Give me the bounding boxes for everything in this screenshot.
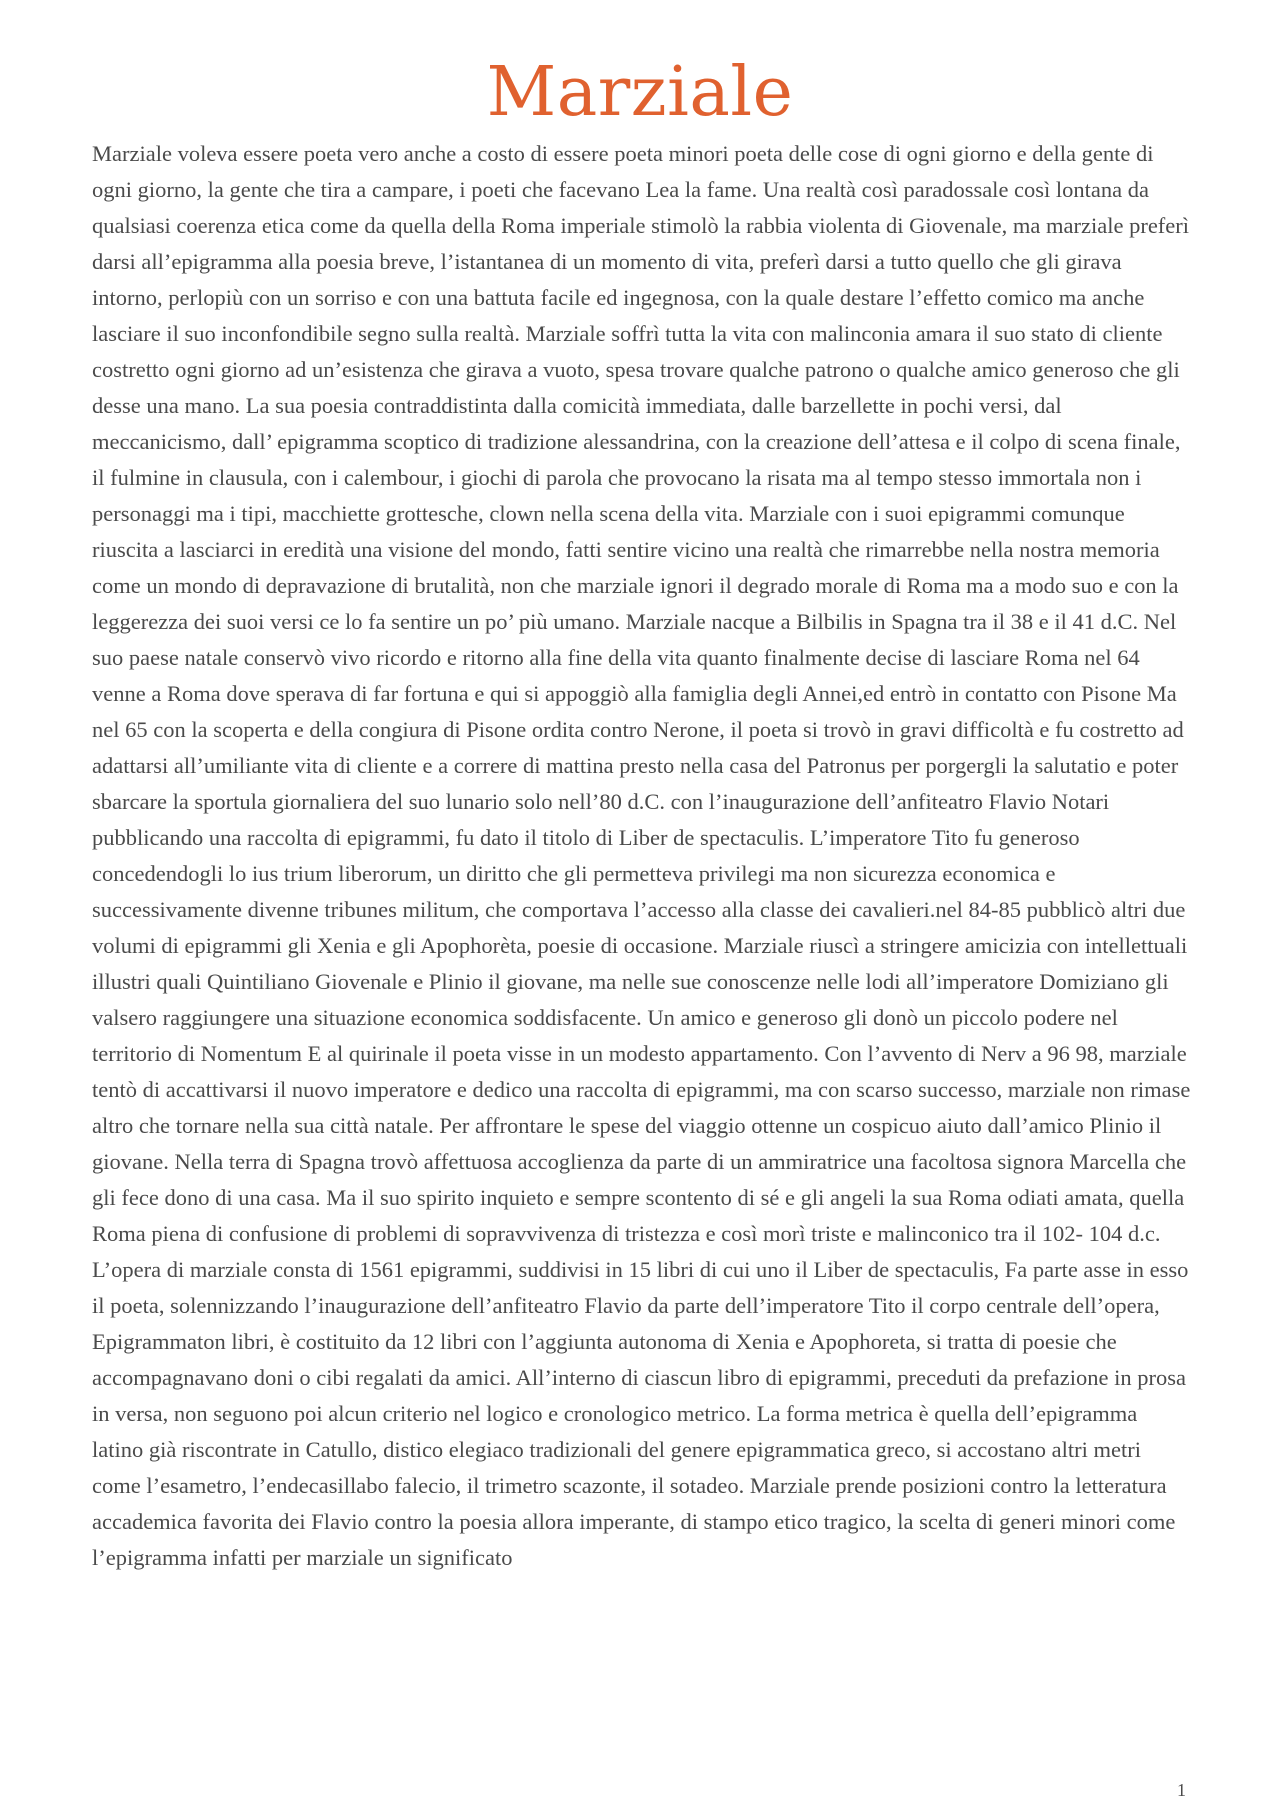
page-title: Marziale xyxy=(486,53,794,132)
page-number: 1 xyxy=(1177,1780,1186,1800)
body-paragraph: Marziale voleva essere poeta vero anche a costo di essere poeta minori poeta delle cose di ogni giorno e della gente di ogni giorno, la gente che tira a campare, i poeti che facevano Lea la fame. Una realtà così paradossale così lontana da qualsiasi coerenza etica come da quella della Roma imperiale stimolò la rabbia violenta di Giovenale, ma marziale preferì darsi all’epigramma alla poesia breve, l’istantanea di un momento di vita, preferì darsi a tutto quello che gli girava intorno, perlopiù con un sorriso e con una battuta facile ed ingegnosa, con la quale destare l’effetto comico ma anche lasciare il suo inconfondibile segno sulla realtà. Marziale soffrì tutta la vita con malinconia amara il suo stato di cliente costretto ogni giorno ad un’esistenza che girava a vuoto, spesa trovare qualche patrono o qualche amico generoso che gli desse una mano. La sua poesia contraddistinta dalla comicità immediata, dalle barzellette in pochi versi, dal meccanicismo, dall’ epigramma scoptico di tradizione alessandrina, con la creazione dell’attesa e il colpo di scena finale, il fulmine in clausula, con i calembour, i giochi di parola che provocano la risata ma al tempo stesso immortala non i personaggi ma i tipi, macchiette grottesche, clown nella scena della vita. Marziale con i suoi epigrammi comunque riuscita a lasciarci in eredità una visione del mondo, fatti sentire vicino una realtà che rimarrebbe nella nostra memoria come un mondo di depravazione di brutalità, non che marziale ignori il degrado morale di Roma ma a modo suo e con la leggerezza dei suoi versi ce lo fa sentire un po’ più umano. Marziale nacque a Bilbilis in Spagna tra il 38 e il 41 d.C. Nel suo paese natale conservò vivo ricordo e ritorno alla fine della vita quanto finalmente decise di lasciare Roma nel 64 venne a Roma dove sperava di far fortuna e qui si appoggiò alla famiglia degli Annei,ed entrò in contatto con Pisone Ma nel 65 con la scoperta e della congiura di Pisone ordita contro Nerone, il poeta si trovò in gravi difficoltà e fu costretto ad adattarsi all’umiliante vita di cliente e a correre di mattina presto nella casa del Patronus per porgergli la salutatio e poter sbarcare la sportula giornaliera del suo lunario solo nell’80 d.C. con l’inaugurazione dell’anfiteatro Flavio Notari pubblicando una raccolta di epigrammi, fu dato il titolo di Liber de spectaculis. L’imperatore Tito fu generoso concedendogli lo ius trium liberorum, un diritto che gli permetteva privilegi ma non sicurezza economica e successivamente divenne tribunes militum, che comportava l’accesso alla classe dei cavalieri.nel 84-85 pubblicò altri due volumi di epigrammi gli Xenia e gli Apophorèta, poesie di occasione. Marziale riuscì a stringere amicizia con intellettuali illustri quali Quintiliano Giovenale e Plinio il giovane, ma nelle sue conoscenze nelle lodi all’imperatore Domiziano gli valsero raggiungere una situazione economica soddisfacente. Un amico e generoso gli donò un piccolo podere nel territorio di Nomentum E al quirinale il poeta visse in un modesto appartamento. Con l’avvento di Nerv a 96 98, marziale tentò di accattivarsi il nuovo imperatore e dedico una raccolta di epigrammi, ma con scarso successo, marziale non rimase altro che tornare nella sua città natale. Per affrontare le spese del viaggio ottenne un cospicuo aiuto dall’amico Plinio il giovane. Nella terra di Spagna trovò affettuosa accoglienza da parte di un ammiratrice una facoltosa signora Marcella che gli fece dono di una casa. Ma il suo spirito inquieto e sempre scontento di sé e gli angeli la sua Roma odiati amata, quella Roma piena di confusione di problemi di sopravvivenza di tristezza e così morì triste e malinconico tra il 102- 104 d.c. L’opera di marziale consta di 1561 epigrammi, suddivisi in 15 libri di cui uno il Liber de spectaculis, Fa parte asse in esso il poeta, solennizzando l’inaugurazione dell’anfiteatro Flavio da parte dell’imperatore Tito il corpo centrale dell’opera, Epigrammaton libri, è costituito da 12 libri con l’aggiunta autonoma di Xenia e Apophoreta, si tratta di poesie che accompagnavano doni o cibi regalati da amici. All’interno di ciascun libro di epigrammi, preceduti da prefazione in prosa in versa, non seguono poi alcun criterio nel logico e cronologico metrico. La forma metrica è quella dell’epigramma latino già riscontrate in Catullo, distico elegiaco tradizionali del genere epigrammatica greco, si accostano altri metri come l’esametro, l’endecasillabo falecio, il trimetro scazonte, il sotadeo. Marziale prende posizioni contro la letteratura accademica favorita dei Flavio contro la poesia allora imperante, di stampo etico tragico, la scelta di generi minori come l’epigramma infatti per marziale un significato xyxy=(92,141,1191,1570)
